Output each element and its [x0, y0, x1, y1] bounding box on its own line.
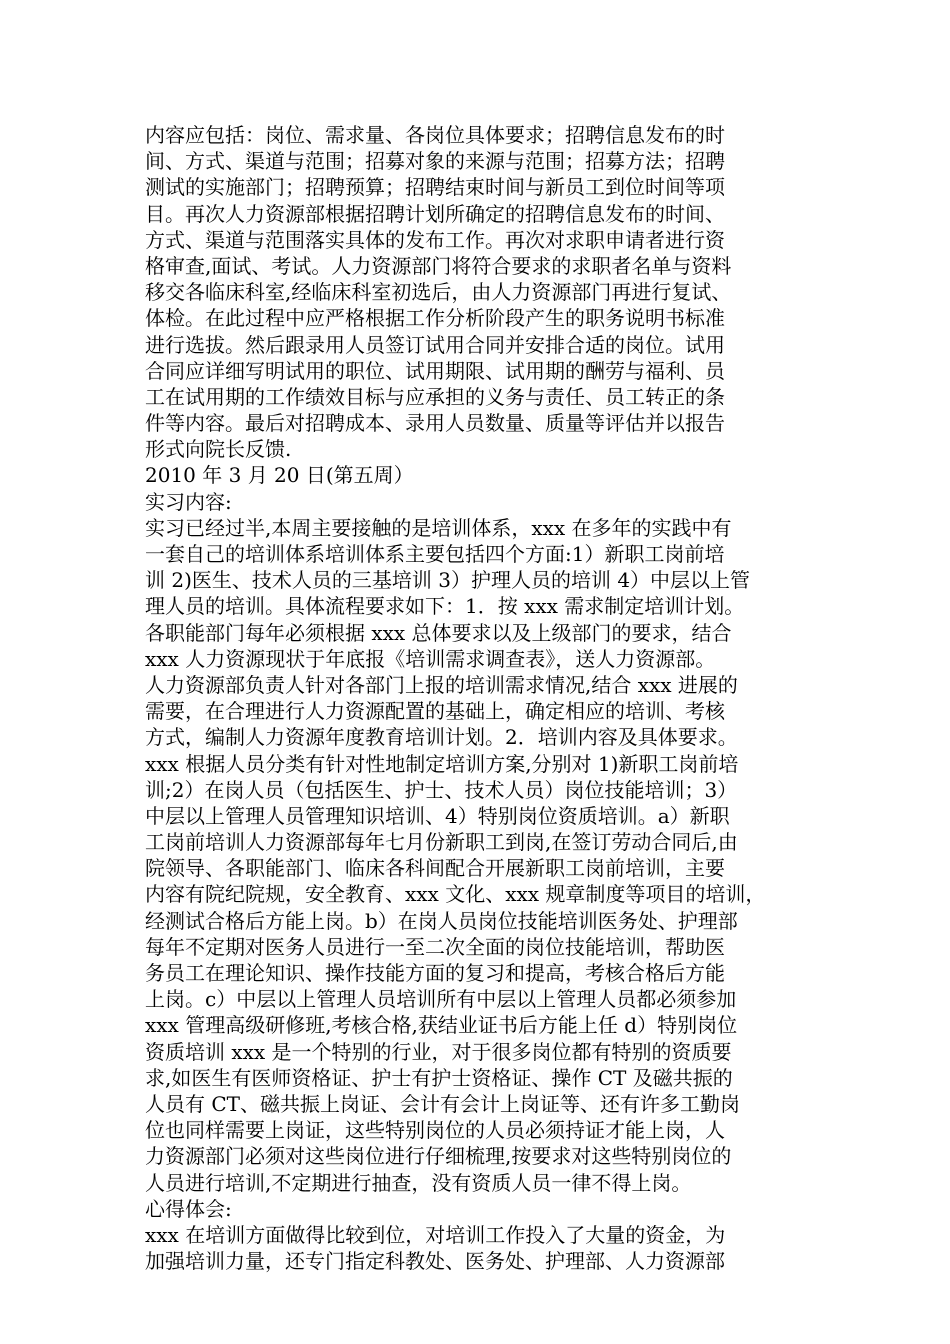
text-line: 格审查,面试、考试。人力资源部门将符合要求的求职者名单与资料	[145, 253, 732, 278]
text-line: xxx 管理高级研修班,考核合格,获结业证书后方能上任 d）特别岗位	[145, 1013, 738, 1038]
text-line: 间、方式、渠道与范围；招募对象的来源与范围；招募方法；招聘	[145, 149, 725, 174]
text-line: 上岗。c）中层以上管理人员培训所有中层以上管理人员都必须参加	[145, 987, 737, 1012]
text-line: 位也同样需要上岗证，这些特别岗位的人员必须持证才能上岗，人	[145, 1118, 725, 1143]
text-line: 心得体会:	[145, 1196, 232, 1221]
text-line: xxx 人力资源现状于年底报《培训需求调查表》，送人力资源部。	[145, 646, 716, 671]
text-line: 人员有 CT、磁共振上岗证、会计有会计上岗证等、还有许多工勤岗	[145, 1091, 740, 1116]
text-line: 体检。在此过程中应严格根据工作分析阶段产生的职务说明书标准	[145, 306, 725, 331]
text-line: 方式，编制人力资源年度教育培训计划。2．培训内容及具体要求。	[145, 725, 738, 750]
text-line: 内容有院纪院规，安全教育、xxx 文化、xxx 规章制度等项目的培训，	[145, 882, 766, 907]
text-line: 测试的实施部门；招聘预算；招聘结束时间与新员工到位时间等项	[145, 175, 725, 200]
text-line: 每年不定期对医务人员进行一至二次全面的岗位技能培训，帮助医	[145, 934, 725, 959]
text-line: 实习内容:	[145, 489, 232, 514]
text-line: 人员进行培训,不定期进行抽查，没有资质人员一律不得上岗。	[145, 1170, 692, 1195]
text-line: 求,如医生有医师资格证、护士有护士资格证、操作 CT 及磁共振的	[145, 1065, 733, 1090]
text-line: 需要，在合理进行人力资源配置的基础上，确定相应的培训、考核	[145, 699, 725, 724]
text-line: 理人员的培训。具体流程要求如下：1．按 xxx 需求制定培训计划。	[145, 594, 745, 619]
text-line: 人力资源部负责人针对各部门上报的培训需求情况,结合 xxx 进展的	[145, 672, 738, 697]
text-line: 力资源部门必须对这些岗位进行仔细梳理,按要求对这些特别岗位的	[145, 1144, 732, 1169]
text-line: 工岗前培训人力资源部每年七月份新职工到岗,在签订劳动合同后,由	[145, 830, 738, 855]
text-line: 各职能部门每年必须根据 xxx 总体要求以及上级部门的要求，结合	[145, 620, 732, 645]
text-line: 资质培训 xxx 是一个特别的行业，对于很多岗位都有特别的资质要	[145, 1039, 732, 1064]
text-line: 务员工在理论知识、操作技能方面的复习和提高，考核合格后方能	[145, 961, 725, 985]
text-line: 移交各临床科室,经临床科室初选后，由人力资源部门再进行复试、	[145, 280, 732, 305]
text-line: 进行选拔。然后跟录用人员签订试用合同并安排合适的岗位。试用	[145, 332, 725, 357]
text-line: 中层以上管理人员管理知识培训、4）特别岗位资质培训。a）新职	[145, 803, 730, 828]
text-line: 一套自己的培训体系培训体系主要包括四个方面:1）新职工岗前培	[145, 542, 725, 566]
text-line: 方式、渠道与范围落实具体的发布工作。再次对求职申请者进行资	[145, 227, 725, 252]
text-line: 经测试合格后方能上岗。b）在岗人员岗位技能培训医务处、护理部	[145, 908, 738, 933]
text-line: xxx 在培训方面做得比较到位，对培训工作投入了大量的资金，为	[145, 1222, 726, 1247]
text-line: 院领导、各职能部门、临床各科间配合开展新职工岗前培训，主要	[145, 856, 725, 881]
text-line: 加强培训力量，还专门指定科教处、医务处、护理部、人力资源部	[145, 1249, 725, 1274]
text-line: 件等内容。最后对招聘成本、录用人员数量、质量等评估并以报告	[145, 411, 725, 436]
text-line: 2010 年 3 月 20 日(第五周）	[145, 463, 414, 488]
text-line: 合同应详细写明试用的职位、试用期限、试用期的酬劳与福利、员	[145, 358, 725, 383]
text-line: 实习已经过半,本周主要接触的是培训体系，xxx 在多年的实践中有	[145, 515, 732, 540]
text-line: 训 2)医生、技术人员的三基培训 3）护理人员的培训 4）中层以上管	[145, 568, 751, 593]
text-line: 训;2）在岗人员（包括医生、护士、技术人员）岗位技能培训；3）	[145, 777, 738, 802]
body-text	[145, 122, 845, 1274]
text-line: 内容应包括：岗位、需求量、各岗位具体要求；招聘信息发布的时	[145, 123, 725, 147]
text-line: xxx 根据人员分类有针对性地制定培训方案,分别对 1)新职工岗前培	[145, 751, 739, 776]
text-line: 工在试用期的工作绩效目标与应承担的义务与责任、员工转正的条	[145, 384, 725, 409]
text-line: 目。再次人力资源部根据招聘计划所确定的招聘信息发布的时间、	[145, 201, 725, 226]
text-line: 形式向院长反馈.	[145, 437, 292, 462]
